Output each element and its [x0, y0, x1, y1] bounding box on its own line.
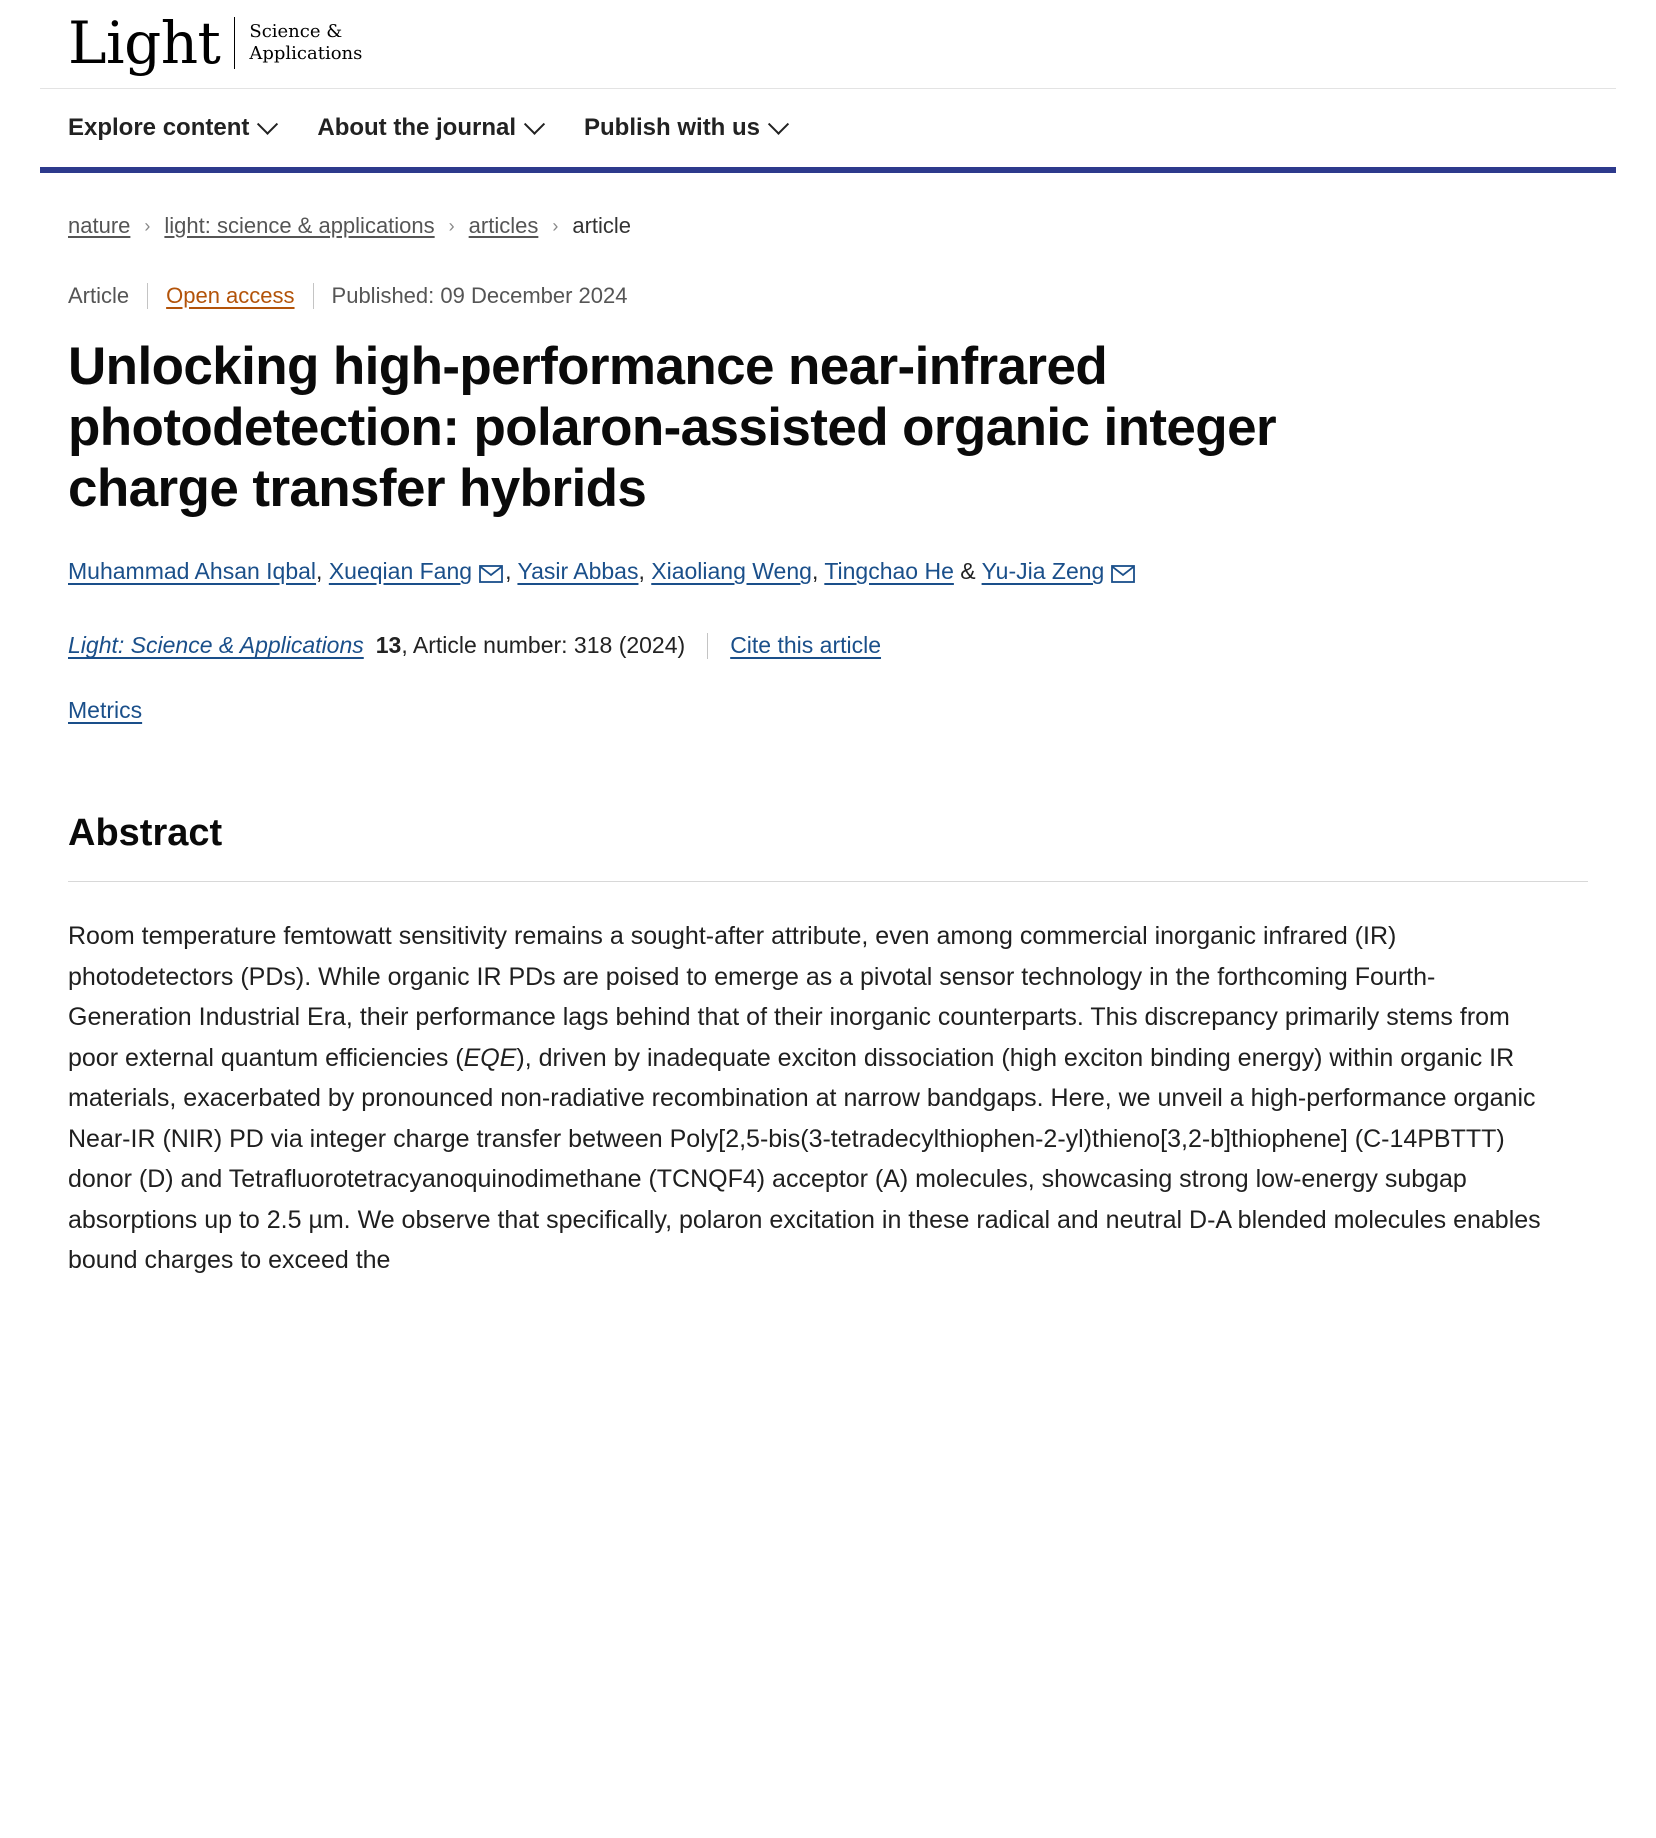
breadcrumb	[68, 213, 1588, 239]
masthead	[40, 0, 1616, 89]
breadcrumb-separator-icon: ›	[448, 215, 455, 236]
journal-citation	[68, 632, 1588, 659]
breadcrumb-item-articles[interactable]: articles	[468, 213, 539, 238]
breadcrumb-current: article	[572, 213, 632, 238]
nav-item-label: Publish with us	[584, 114, 761, 141]
author-link[interactable]: Tingchao He	[824, 557, 954, 584]
author-separator: ,	[638, 557, 652, 584]
author-separator: ,	[811, 557, 825, 584]
article-meta	[68, 283, 1588, 309]
author-separator: ,	[316, 557, 329, 584]
author-link[interactable]: Xueqian Fang	[328, 557, 473, 584]
logo-subtitle-line2: Applications	[249, 43, 363, 64]
breadcrumb-separator-icon: ›	[552, 215, 559, 236]
chevron-down-icon	[257, 113, 278, 134]
main-navigation	[40, 89, 1616, 173]
abstract-text	[68, 916, 1558, 1281]
metrics-row	[68, 697, 1588, 724]
page-title: Unlocking high-performance near-infrared photodetection: polaron-assisted organic integer charge transfer hybrids	[68, 337, 1276, 518]
author-separator: &	[953, 557, 982, 584]
nav-item-label: About the journal	[317, 114, 517, 141]
breadcrumb-item-nature[interactable]: nature	[68, 213, 131, 238]
cite-this-article-link[interactable]: Cite this article	[730, 632, 882, 659]
section-divider	[68, 881, 1588, 882]
logo-divider	[234, 17, 235, 69]
logo-wordmark: Light	[68, 9, 221, 77]
author-link[interactable]: Muhammad Ahsan Iqbal	[68, 557, 317, 584]
author-link[interactable]: Xiaoliang Weng	[651, 557, 812, 584]
author-list	[68, 554, 1588, 593]
article-type: Article	[68, 283, 130, 308]
meta-divider	[147, 283, 148, 309]
nav-item-label: Explore content	[68, 114, 250, 141]
abstract-emphasis: EQE	[463, 1043, 517, 1072]
published-date: Published: 09 December 2024	[331, 283, 628, 308]
chevron-down-icon	[768, 113, 789, 134]
article-content	[40, 213, 1616, 1281]
author-link[interactable]: Yasir Abbas	[517, 557, 639, 584]
chevron-down-icon	[524, 113, 545, 134]
abstract-part-1: Room temperature femtowatt sensitivity remains a sought-after attribute, even among commercial inorganic infrared (IR) photodetectors (PDs). While organic IR PDs are poised to emerge as a pivotal sensor technology in the forthcoming Fourth-Generation Industrial Era, their performance lags behind that of their inorganic counterparts. This discrepancy primarily stems from poor external quantum efficiencies (	[68, 922, 1510, 1072]
metrics-link[interactable]: Metrics	[68, 697, 143, 724]
open-access-link[interactable]: Open access	[166, 283, 295, 308]
author-link[interactable]: Yu-Jia Zeng	[981, 557, 1105, 584]
nav-item-explore-content[interactable]	[68, 116, 275, 140]
meta-divider	[313, 283, 314, 309]
journal-logo[interactable]	[68, 9, 1616, 77]
citation-divider	[707, 633, 708, 659]
logo-subtitle	[249, 21, 362, 65]
breadcrumb-separator-icon: ›	[144, 215, 151, 236]
logo-subtitle-line1: Science &	[249, 21, 343, 43]
author-separator: ,	[505, 557, 518, 584]
email-icon[interactable]	[1111, 558, 1135, 593]
abstract-heading: Abstract	[68, 812, 223, 855]
email-icon[interactable]	[479, 558, 503, 593]
abstract-part-2: ), driven by inadequate exciton dissociation (high exciton binding energy) within organic IR materials, exacerbated by pronounced non-radiative recombination at narrow bandgaps. Here, we unveil a high-performance organic Near-IR (NIR) PD via integer charge transfer between Poly[2,5-bis(3-tetradecylthiophen-2-yl)thieno[3,2-b]thiophene] (C-14PBTTT) donor (D) and Tetrafluorotetracyanoquinodimethane (TCNQF4) acceptor (A) molecules, showcasing strong low-energy subgap absorptions up to 2.5 µm. We observe that specifically, polaron excitation in these radical and neutral D-A blended molecules enables bound charges to exceed the	[68, 1043, 1541, 1275]
article-number: , Article number: 318 (2024)	[401, 632, 686, 659]
breadcrumb-item-journal[interactable]: light: science & applications	[164, 213, 435, 238]
nav-item-publish-with-us[interactable]	[584, 116, 786, 140]
volume-number: 13	[375, 632, 402, 659]
journal-name-link[interactable]: Light: Science & Applications	[68, 632, 364, 659]
nav-item-about-the-journal[interactable]	[317, 116, 542, 140]
